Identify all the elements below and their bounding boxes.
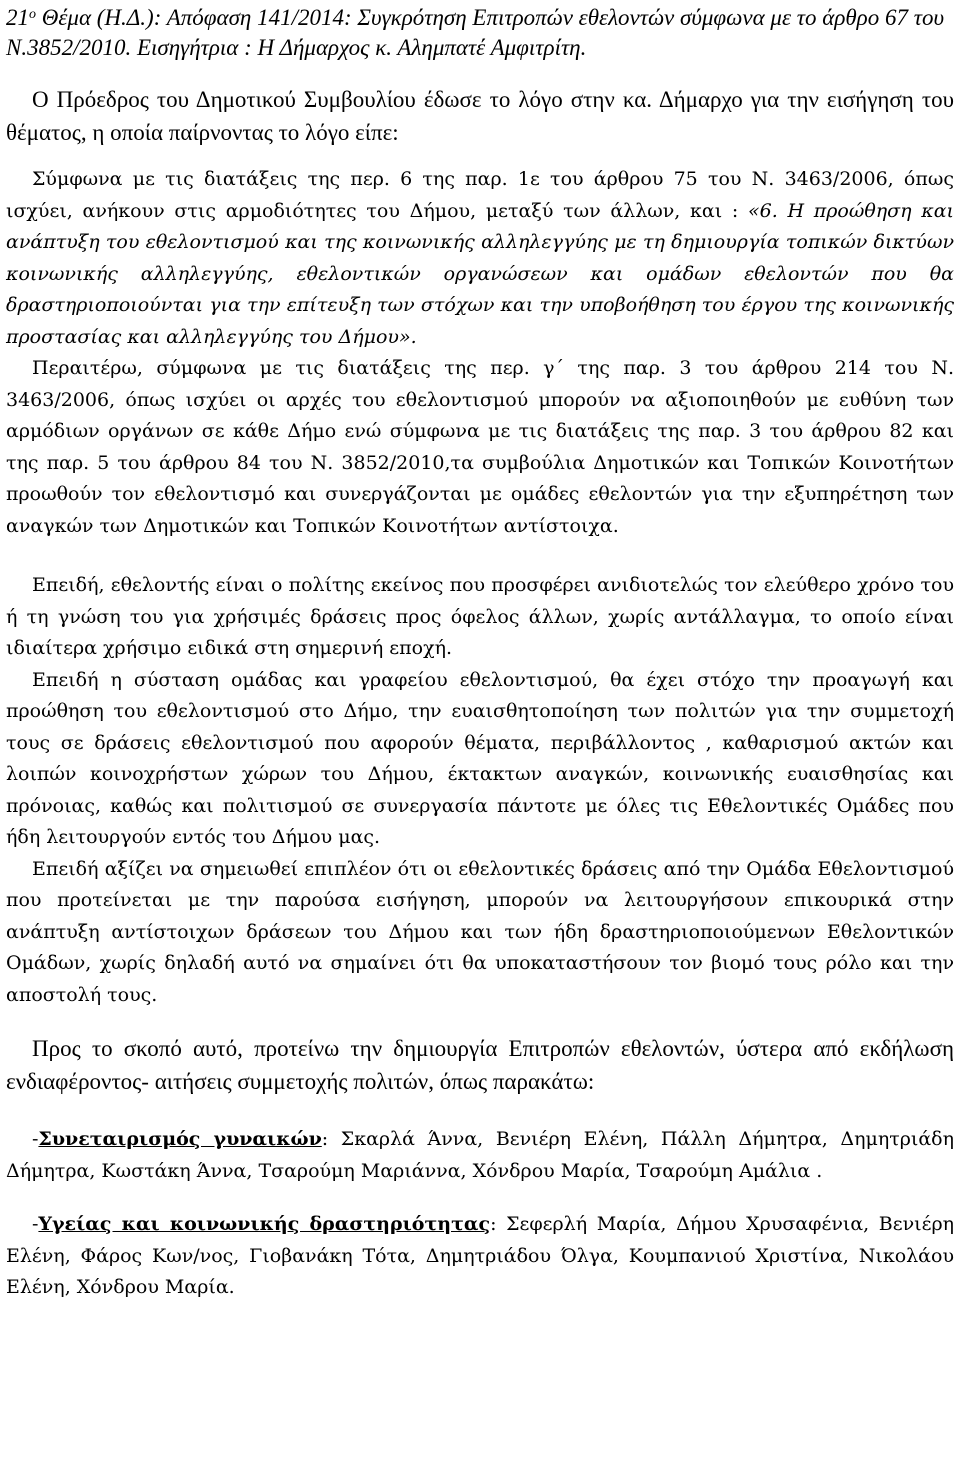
committee-dash: -: [32, 1128, 39, 1150]
whereas-paragraph-3: Επειδή αξίζει να σημειωθεί επιπλέον ότι οι εθελοντικές δράσεις από την Ομάδα Εθελοντισμού που προτείνεται με την παρούσα εισήγηση, μπορούν να λειτουργήσουν επικουρικά στην ανάπτυξη αντίστοιχων δράσεων του Δήμου και των ήδη δραστηριοποιούμενων Εθελοντικών Ομάδων, χωρίς δηλαδή αυτό να σημαίνει ότι θα υποκαταστήσουν τον βιομό τους ρόλο και την αποστολή τους.: [6, 857, 954, 1006]
committee-item: [6, 1124, 954, 1187]
further-paragraph: Περαιτέρω, σύμφωνα με τις διατάξεις της περ. γ΄ της παρ. 3 του άρθρου 214 του Ν. 3463/2006, όπως ισχύει οι αρχές του εθελοντισμού μπορούν να αξιοποιηθούν με ευθύνη των αρμόδιων οργάνων σε κάθε Δήμο ενώ σύμφωνα με τις διατάξεις της παρ. 3 του άρθρου 82 και της παρ. 5 του άρθρου 84 του Ν. 3852/2010,τα συμβούλια Δημοτικών και Τοπικών Κοινοτήτων προωθούν τον εθελοντισμό και συνεργάζονται με ομάδες εθελοντών για την εξυπηρέτηση των αναγκών των Δημοτικών και Τοπικών Κοινοτήτων αντίστοιχα.: [6, 357, 954, 537]
committee-item: [6, 1209, 954, 1304]
whereas-paragraph-2: Επειδή η σύσταση ομάδας και γραφείου εθελοντισμού, θα έχει στόχο την προαγωγή και προώθηση του εθελοντισμού στο Δήμο, την ευαισθητοποίηση των πολιτών για την συμμετοχή τους σε δράσεις εθελοντισμού που αφορούν θέματα, περιβάλλοντος , καθαρισμού ακτών και λοιπών κοινοχρήστων χώρων του Δήμου, έκτακτων αναγκών, κοινωνικής ευαισθησίας και πρόνοιας, καθώς και πολιτισμού σε συνεργασία πάντοτε με όλες τις Εθελοντικές Ομάδες που ήδη λειτουργούν εντός του Δήμου μας.: [6, 668, 954, 848]
law-quote-text: «6. Η προώθηση και ανάπτυξη του εθελοντισμού και της κοινωνικής αλληλεγγύης με τη δημιουργία τοπικών δικτύων κοινωνικής αλληλεγγύης, εθελοντικών οργανώσεων και ομάδων εθελοντών που θα δραστηριοποιούνται για την επίτευξη των στόχων και την υποβοήθηση του έργου της κοινωνικής προστασίας και αλληλεγγύης του Δήμου».: [6, 199, 954, 348]
law-reference-text: Σύμφωνα με τις διατάξεις της περ. 6 της παρ. 1ε του άρθρου 75 του Ν. 3463/2006, όπως ισχύει, ανήκουν στις αρμοδιότητες του Δήμου, μεταξύ των άλλων, και :: [6, 168, 954, 222]
whereas-paragraph-1: Επειδή, εθελοντής είναι ο πολίτης εκείνος που προσφέρει ανιδιοτελώς τον ελεύθερο χρόνο του ή τη γνώση του για χρήσιμές δράσεις προς όφελος άλλων, χωρίς αντάλλαγμα, το οποίο είναι ιδιαίτερα χρήσιμο ειδικά στη σημερινή εποχή.: [6, 574, 954, 659]
heading-number: 21: [6, 5, 29, 30]
committee-members: : Σεφερλή Μαρία, Δήμου Χρυσαφένια, Βενιέρη Ελένη, Φάρος Κων/νος, Γιοβανάκη Τότα, Δημητριάδου Όλγα, Κουμπανιού Χριστίνα, Νικολάου Ελένη, Χόνδρου Μαρία.: [6, 1213, 954, 1298]
heading-ordinal-suffix: ο: [29, 7, 36, 22]
committee-name: Υγείας και κοινωνικής δραστηριότητας: [38, 1213, 491, 1235]
proposal-paragraph: Προς το σκοπό αυτό, προτείνω την δημιουργία Επιτροπών εθελοντών, ύστερα από εκδήλωση ενδιαφέροντος- αιτήσεις συμμετοχής πολιτών, όπως παρακάτω:: [6, 1036, 954, 1094]
intro-paragraph: Ο Πρόεδρος του Δημοτικού Συμβουλίου έδωσε το λόγο στην κα. Δήμαρχο για την εισήγηση του θέματος, η οποία παίρνοντας το λόγο είπε:: [6, 87, 954, 145]
committee-name: Συνεταιρισμός γυναικών: [38, 1128, 322, 1150]
law-paragraph: [6, 164, 954, 353]
document-page: [6, 0, 954, 1304]
heading-text: Θέμα (Η.Δ.): Απόφαση 141/2014: Συγκρότηση Επιτροπών εθελοντών σύμφωνα με το άρθρο 67 του Ν.3852/2010. Εισηγήτρια : Η Δήμαρχος κ. Αλημπατέ Αμφιτρίτη.: [6, 5, 945, 60]
committee-members: : Σκαρλά Άννα, Βενιέρη Ελένη, Πάλλη Δήμητρα, Δημητριάδη Δήμητρα, Κωστάκη Άννα, Τσαρούμη Μαριάννα, Χόνδρου Μαρία, Τσαρούμη Αμάλια .: [6, 1128, 954, 1182]
committee-dash: -: [32, 1213, 39, 1235]
agenda-item-heading: [6, 3, 954, 62]
